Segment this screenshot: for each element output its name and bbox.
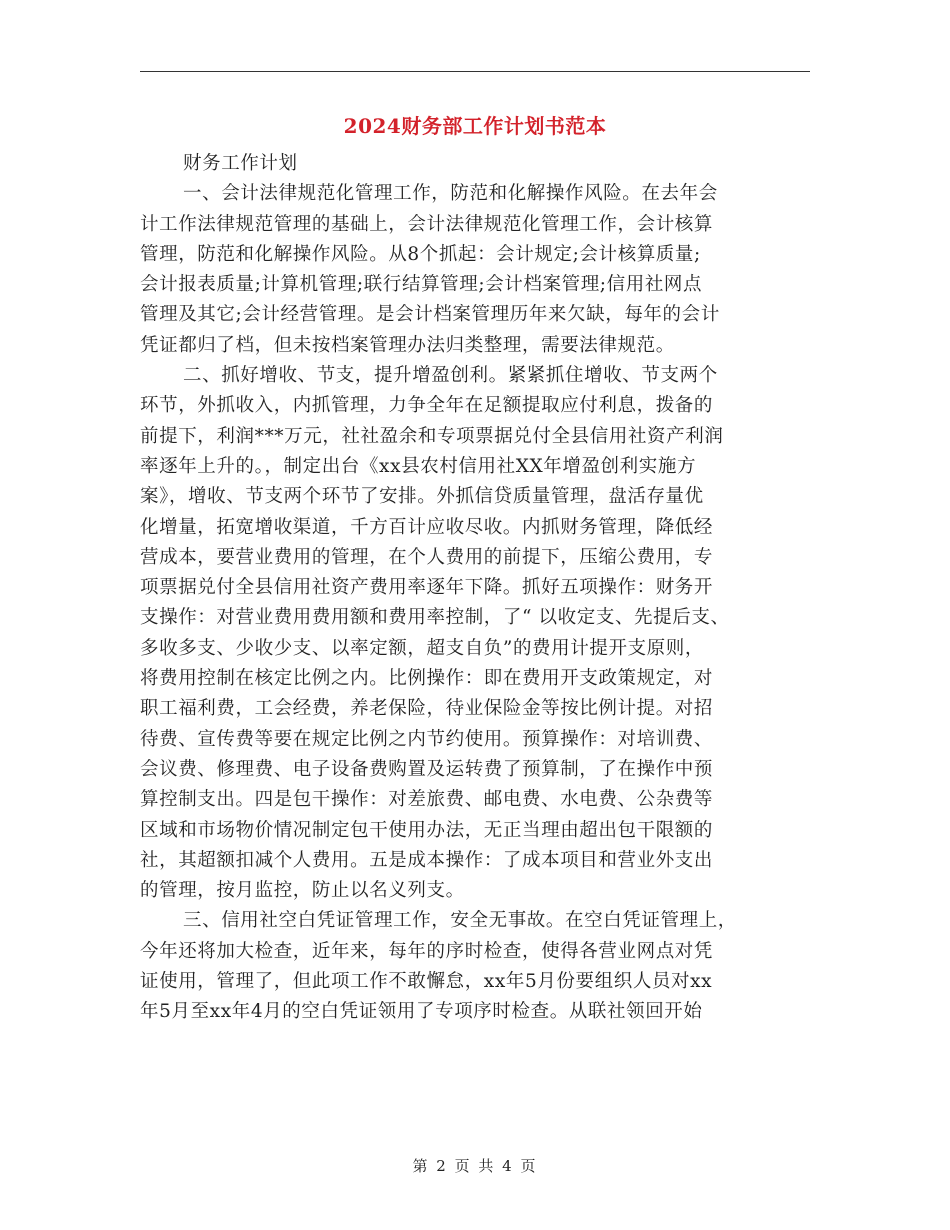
body-line: 环节，外抓收入，内抓管理，力争全年在足额提取应付利息，拨备的 <box>140 395 714 417</box>
body-line: 区域和市场物价情况制定包干使用办法，无正当理由超出包干限额的 <box>140 819 714 841</box>
body-line: 社，其超额扣减个人费用。五是成本操作：了成本项目和营业外支出 <box>140 849 714 871</box>
body-line: 二、抓好增收、节支，提升增盈创利。紧紧抓住增收、节支两个 <box>183 365 718 387</box>
body-line: 将费用控制在核定比例之内。比例操作：即在费用开支政策规定，对 <box>140 668 714 690</box>
body-line: 待费、宣传费等要在规定比例之内节约使用。预算操作：对培训费、 <box>140 728 714 750</box>
body-line: 案》，增收、节支两个环节了安排。外抓信贷质量管理，盘活存量优 <box>140 486 704 508</box>
body-line: 营成本，要营业费用的管理，在个人费用的前提下，压缩公费用，专 <box>140 546 714 568</box>
body-line: 证使用，管理了，但此项工作不敢懈怠，xx年5月份要组织人员对xx <box>140 971 713 993</box>
body-line: 三、信用社空白凭证管理工作，安全无事故。在空白凭证管理上， <box>183 910 737 932</box>
body-line: 财务工作计划 <box>183 153 298 174</box>
body-line: 计工作法律规范管理的基础上，会计法律规范化管理工作，会计核算 <box>140 213 714 235</box>
body-line: 率逐年上升的。，制定出台《xx县农村信用社XX年增盈创利实施方 <box>140 455 697 477</box>
body-line: 化增量，拓宽增收渠道，千方百计应收尽收。内抓财务管理，降低经 <box>140 516 714 538</box>
body-line: 职工福利费，工会经费，养老保险，待业保险金等按比例计提。对招 <box>140 698 714 720</box>
body-line: 会计报表质量;计算机管理;联行结算管理;会计档案管理;信用社网点 <box>140 274 703 296</box>
header-rule <box>140 71 810 72</box>
body-line: 凭证都归了档，但未按档案管理办法归类整理，需要法律规范。 <box>140 334 675 356</box>
document-body <box>140 149 810 1028</box>
body-line: 会议费、修理费、电子设备费购置及运转费了预算制，了在操作中预 <box>140 758 714 780</box>
body-line: 一、会计法律规范化管理工作，防范和化解操作风险。在去年会 <box>183 183 718 205</box>
body-line: 的管理，按月监控，防止以名义列支。 <box>140 880 465 902</box>
body-line: 管理及其它;会计经营管理。是会计档案管理历年来欠缺，每年的会计 <box>140 304 720 326</box>
page-footer: 第 2 页 共 4 页 <box>412 1157 538 1175</box>
body-line: 前提下，利润***万元，社社盈余和专项票据兑付全县信用社资产利润 <box>140 425 724 447</box>
body-line: 算控制支出。四是包干操作：对差旅费、邮电费、水电费、公杂费等 <box>140 789 714 811</box>
body-line: 多收多支、少收少支、以率定额，超支自负”的费用计提开支原则， <box>140 637 704 659</box>
body-line: 支操作：对营业费用费用额和费用率控制，了“ 以收定支、先提后支、 <box>140 607 730 629</box>
body-line: 今年还将加大检查，近年来，每年的序时检查，使得各营业网点对凭 <box>140 940 714 962</box>
body-line: 年5月至xx年4月的空白凭证领用了专项序时检查。从联社领回开始 <box>140 1001 703 1023</box>
body-line: 项票据兑付全县信用社资产费用率逐年下降。抓好五项操作：财务开 <box>140 577 714 599</box>
body-line: 管理，防范和化解操作风险。从8个抓起：会计规定;会计核算质量; <box>140 243 701 265</box>
document-title: 2024财务部工作计划书范本 <box>343 114 607 138</box>
